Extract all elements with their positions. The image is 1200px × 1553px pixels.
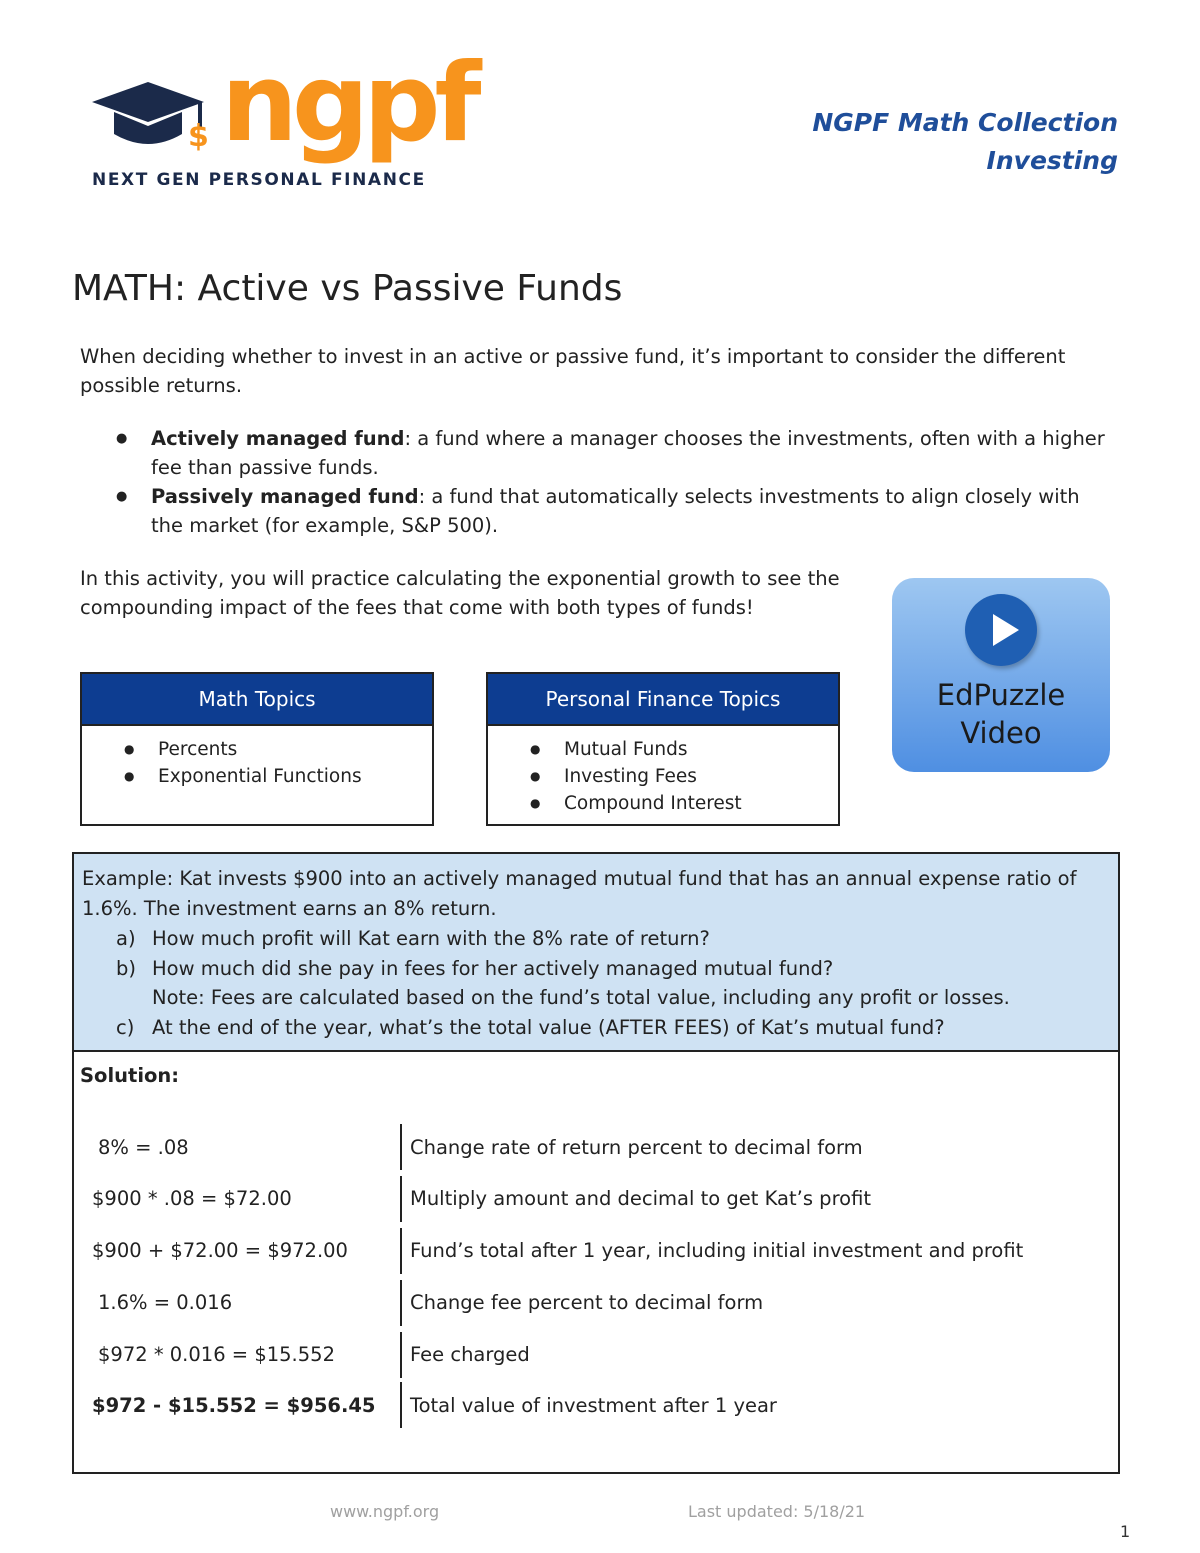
solution-explanation: Fee charged bbox=[410, 1343, 530, 1366]
solution-final-calc: $972 - $15.552 = $956.45 bbox=[92, 1394, 376, 1417]
solution-calc: 8% = .08 bbox=[98, 1136, 189, 1159]
solution-calc: $900 + $72.00 = $972.00 bbox=[92, 1239, 348, 1262]
definition-term: Passively managed fund bbox=[151, 485, 419, 508]
question-item bbox=[116, 1013, 1116, 1043]
example-questions bbox=[116, 924, 1116, 1042]
math-topics-heading: Math Topics bbox=[82, 674, 432, 726]
solution-explanation: Fund’s total after 1 year, including initial investment and profit bbox=[410, 1239, 1024, 1262]
question-text: At the end of the year, what’s the total value (AFTER FEES) of Kat’s mutual fund? bbox=[152, 1015, 945, 1039]
page-number: 1 bbox=[1120, 1522, 1131, 1541]
example-box bbox=[72, 852, 1120, 1050]
footer-url[interactable]: www.ngpf.org bbox=[330, 1502, 440, 1521]
solution-calc: $972 * 0.016 = $15.552 bbox=[98, 1343, 335, 1366]
collection-label bbox=[812, 104, 1118, 180]
solution-label: Solution: bbox=[80, 1064, 180, 1087]
collection-title: NGPF Math Collection bbox=[812, 108, 1118, 137]
question-marker: a) bbox=[116, 927, 136, 950]
definition-list bbox=[116, 424, 1116, 540]
row-divider bbox=[400, 1124, 402, 1170]
list-item: ● Investing Fees bbox=[530, 763, 838, 790]
finance-topics-heading: Personal Finance Topics bbox=[488, 674, 838, 726]
definition-text: : a fund that automatically selects investments to align closely with the market (for example, S&P 500). bbox=[151, 485, 1080, 537]
activity-paragraph: In this activity, you will practice calculating the exponential growth to see the compounding impact of the fees that come with both types of funds! bbox=[80, 567, 840, 619]
question-marker: b) bbox=[116, 956, 136, 980]
question-text: How much profit will Kat earn with the 8% rate of return? bbox=[152, 927, 710, 950]
solution-explanation: Change rate of return percent to decimal form bbox=[410, 1136, 863, 1159]
math-topics-list bbox=[82, 726, 432, 790]
logo-wordmark: ngpf bbox=[221, 41, 476, 166]
play-icon bbox=[965, 594, 1037, 666]
solution-explanation: Change fee percent to decimal form bbox=[410, 1291, 764, 1314]
question-note bbox=[116, 983, 1116, 1013]
list-item: ● Compound Interest bbox=[530, 790, 838, 817]
row-divider bbox=[400, 1382, 402, 1428]
page-title: MATH: Active vs Passive Funds bbox=[72, 268, 623, 309]
finance-topics-box bbox=[486, 672, 840, 826]
list-item: ● Percents bbox=[124, 736, 432, 763]
solution-explanation: Multiply amount and decimal to get Kat’s profit bbox=[410, 1187, 872, 1210]
solution-explanation: Total value of investment after 1 year bbox=[410, 1394, 777, 1417]
example-text: Example: Kat invests $900 into an actively managed mutual fund that has an annual expense ratio of 1.6%. The investment earns an 8% return. bbox=[82, 867, 1077, 920]
row-divider bbox=[400, 1280, 402, 1326]
graduation-cap-icon bbox=[92, 80, 222, 160]
question-marker: c) bbox=[116, 1015, 135, 1039]
row-divider bbox=[400, 1228, 402, 1274]
definition-text: : a fund where a manager chooses the investments, often with a higher fee than passive funds. bbox=[151, 427, 1105, 479]
solution-calc: 1.6% = 0.016 bbox=[98, 1291, 233, 1314]
math-topics-box bbox=[80, 672, 434, 826]
footer-updated: Last updated: 5/18/21 bbox=[688, 1502, 866, 1521]
definition-item bbox=[116, 482, 1116, 540]
logo-subtitle: NEXT GEN PERSONAL FINANCE bbox=[92, 170, 426, 190]
row-divider bbox=[400, 1332, 402, 1378]
svg-text:$: $ bbox=[188, 119, 209, 154]
list-item: ● Mutual Funds bbox=[530, 736, 838, 763]
intro-paragraph: When deciding whether to invest in an active or passive fund, it’s important to consider the different possible returns. bbox=[80, 345, 1066, 397]
solution-calc: $900 * .08 = $72.00 bbox=[92, 1187, 292, 1210]
question-text: How much did she pay in fees for her actively managed mutual fund? bbox=[152, 956, 834, 980]
question-item bbox=[116, 954, 1116, 984]
definition-term: Actively managed fund bbox=[151, 427, 405, 450]
row-divider bbox=[400, 1176, 402, 1222]
solution-box bbox=[72, 1050, 1120, 1474]
list-item: ● Exponential Functions bbox=[124, 763, 432, 790]
definition-item bbox=[116, 424, 1116, 482]
finance-topics-list bbox=[488, 726, 838, 817]
collection-topic: Investing bbox=[986, 146, 1118, 175]
edpuzzle-label: EdPuzzle Video bbox=[936, 678, 1066, 750]
note-text: Note: Fees are calculated based on the fund’s total value, including any profit or losses. bbox=[152, 986, 1010, 1009]
edpuzzle-video-link[interactable] bbox=[892, 578, 1110, 772]
question-item bbox=[116, 924, 1116, 954]
